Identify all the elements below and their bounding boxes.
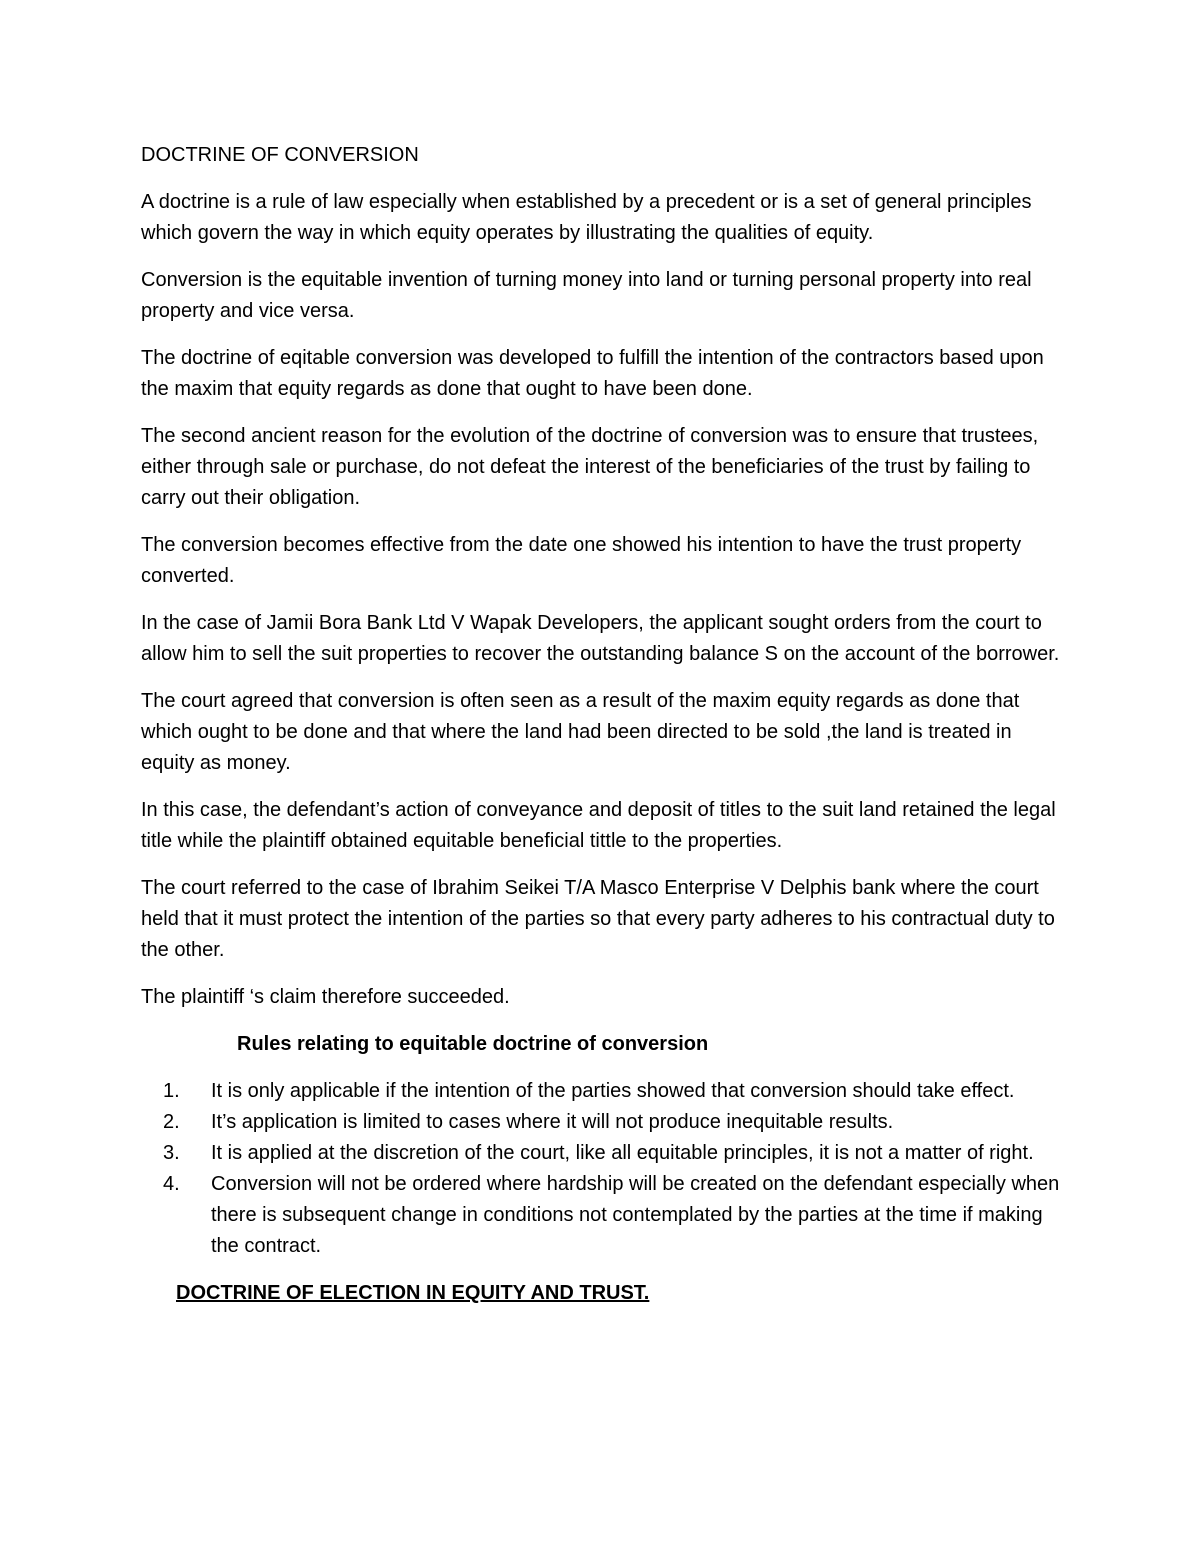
rules-list: [141, 1076, 1066, 1262]
paragraph-defendant-action: In this case, the defendant’s action of conveyance and deposit of titles to the suit land retained the legal title while the plaintiff obtained equitable beneficial tittle to the properties.: [141, 799, 1056, 852]
rule-number: 4.: [163, 1173, 180, 1195]
paragraph-effective-date: The conversion becomes effective from the date one showed his intention to have the trust property converted.: [141, 534, 1022, 587]
paragraph-development: The doctrine of eqitable conversion was developed to fulfill the intention of the contractors based upon the maxim that equity regards as done that ought to have been done.: [141, 347, 1044, 400]
next-section-heading: DOCTRINE OF ELECTION IN EQUITY AND TRUST.: [176, 1282, 650, 1304]
list-item: [141, 1076, 1066, 1107]
document-page: [141, 140, 1066, 1309]
paragraph-doctrine-definition: A doctrine is a rule of law especially when established by a precedent or is a set of general principles which govern the way in which equity operates by illustrating the qualities of equity.: [141, 191, 1032, 244]
document-title: DOCTRINE OF CONVERSION: [141, 144, 419, 166]
paragraph-court-agreed: The court agreed that conversion is often seen as a result of the maxim equity regards as done that which ought to be done and that where the land had been directed to be sold ,the land is treated in equity as money.: [141, 690, 1020, 774]
rule-number: 3.: [163, 1142, 180, 1164]
rule-text: It is applied at the discretion of the court, like all equitable principles, it is not a matter of right.: [211, 1142, 1034, 1164]
rule-number: 1.: [163, 1080, 180, 1102]
paragraph-jamii-bora-case: In the case of Jamii Bora Bank Ltd V Wapak Developers, the applicant sought orders from the court to allow him to sell the suit properties to recover the outstanding balance S on the account of the borrower.: [141, 612, 1060, 665]
paragraph-conversion-definition: Conversion is the equitable invention of turning money into land or turning personal property into real property and vice versa.: [141, 269, 1032, 322]
paragraph-ibrahim-seikei-case: The court referred to the case of Ibrahim Seikei T/A Masco Enterprise V Delphis bank where the court held that it must protect the intention of the parties so that every party adheres to his contractual duty to the other.: [141, 877, 1055, 961]
paragraph-claim-succeeded: The plaintiff ‘s claim therefore succeeded.: [141, 986, 510, 1008]
rules-heading: Rules relating to equitable doctrine of conversion: [237, 1033, 709, 1055]
list-item: [141, 1169, 1066, 1262]
rule-text: It’s application is limited to cases where it will not produce inequitable results.: [211, 1111, 894, 1133]
rule-text: It is only applicable if the intention of the parties showed that conversion should take effect.: [211, 1080, 1015, 1102]
rule-number: 2.: [163, 1111, 180, 1133]
list-item: [141, 1138, 1066, 1169]
rule-text: Conversion will not be ordered where hardship will be created on the defendant especially when there is subsequent change in conditions not contemplated by the parties at the time if making the contract.: [211, 1173, 1060, 1257]
paragraph-second-reason: The second ancient reason for the evolution of the doctrine of conversion was to ensure that trustees, either through sale or purchase, do not defeat the interest of the beneficiaries of the trust by failing to carry out their obligation.: [141, 425, 1039, 509]
list-item: [141, 1107, 1066, 1138]
